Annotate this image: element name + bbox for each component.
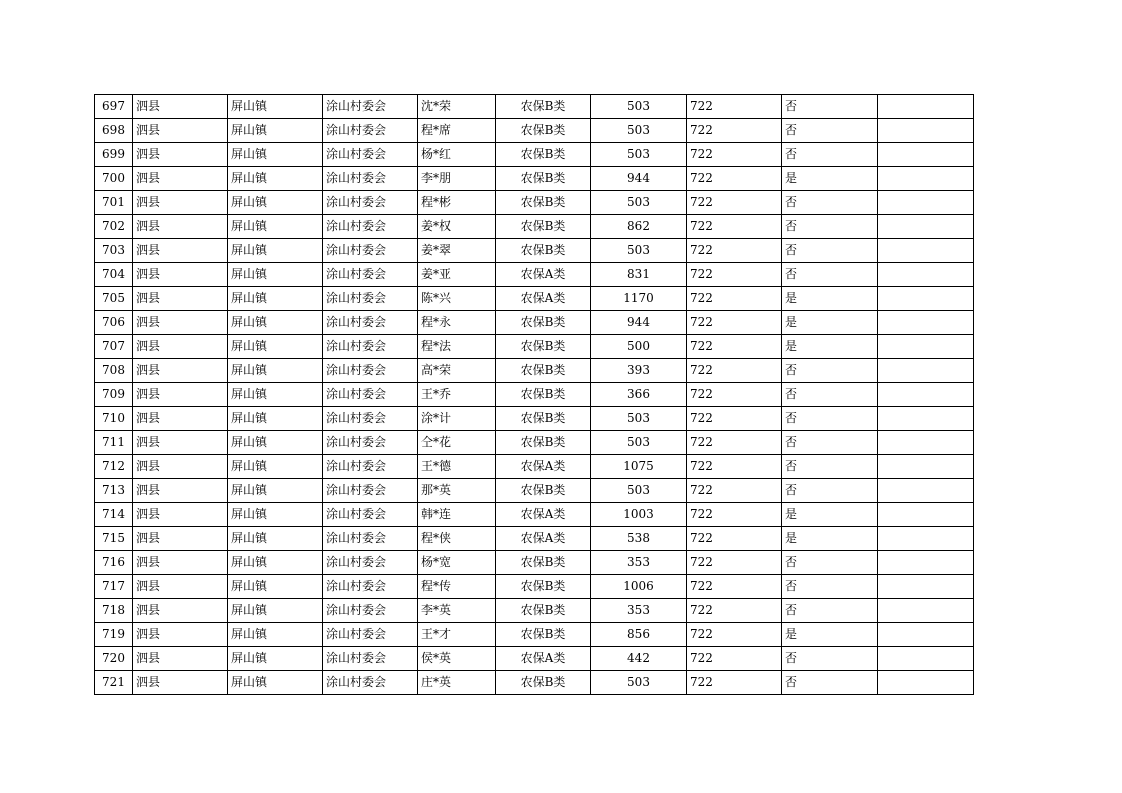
cell-id: 720 xyxy=(95,647,133,671)
cell-code: 722 xyxy=(687,599,782,623)
cell-code: 722 xyxy=(687,551,782,575)
cell-note xyxy=(878,263,974,287)
table-row xyxy=(95,263,974,287)
table-row xyxy=(95,671,974,695)
cell-note xyxy=(878,215,974,239)
cell-flag: 是 xyxy=(782,623,878,647)
cell-name: 涂*计 xyxy=(418,407,496,431)
cell-name: 王*乔 xyxy=(418,383,496,407)
cell-village: 涂山村委会 xyxy=(323,503,418,527)
cell-village: 涂山村委会 xyxy=(323,599,418,623)
cell-id: 721 xyxy=(95,671,133,695)
cell-category: 农保B类 xyxy=(496,311,591,335)
table-row xyxy=(95,239,974,263)
cell-amount: 944 xyxy=(591,311,687,335)
cell-county: 泗县 xyxy=(133,311,228,335)
cell-town: 屏山镇 xyxy=(228,599,323,623)
cell-note xyxy=(878,335,974,359)
cell-flag: 是 xyxy=(782,167,878,191)
cell-county: 泗县 xyxy=(133,359,228,383)
cell-code: 722 xyxy=(687,191,782,215)
cell-category: 农保A类 xyxy=(496,527,591,551)
cell-county: 泗县 xyxy=(133,167,228,191)
cell-name: 程*彬 xyxy=(418,191,496,215)
cell-category: 农保B类 xyxy=(496,143,591,167)
cell-category: 农保B类 xyxy=(496,335,591,359)
table-row xyxy=(95,215,974,239)
table-row xyxy=(95,431,974,455)
cell-name: 沈*荣 xyxy=(418,95,496,119)
cell-amount: 503 xyxy=(591,239,687,263)
cell-category: 农保A类 xyxy=(496,503,591,527)
cell-id: 707 xyxy=(95,335,133,359)
cell-name: 王*才 xyxy=(418,623,496,647)
cell-town: 屏山镇 xyxy=(228,263,323,287)
cell-amount: 442 xyxy=(591,647,687,671)
cell-note xyxy=(878,119,974,143)
cell-code: 722 xyxy=(687,575,782,599)
table-row xyxy=(95,119,974,143)
cell-category: 农保A类 xyxy=(496,455,591,479)
cell-name: 那*英 xyxy=(418,479,496,503)
table-row xyxy=(95,335,974,359)
cell-amount: 1006 xyxy=(591,575,687,599)
cell-flag: 是 xyxy=(782,503,878,527)
data-table-container xyxy=(94,94,974,695)
cell-note xyxy=(878,167,974,191)
cell-town: 屏山镇 xyxy=(228,671,323,695)
cell-category: 农保B类 xyxy=(496,671,591,695)
cell-flag: 否 xyxy=(782,383,878,407)
cell-note xyxy=(878,647,974,671)
cell-flag: 否 xyxy=(782,359,878,383)
cell-id: 701 xyxy=(95,191,133,215)
cell-amount: 393 xyxy=(591,359,687,383)
cell-flag: 否 xyxy=(782,215,878,239)
cell-note xyxy=(878,287,974,311)
table-row xyxy=(95,407,974,431)
cell-village: 涂山村委会 xyxy=(323,431,418,455)
cell-note xyxy=(878,599,974,623)
cell-amount: 503 xyxy=(591,119,687,143)
cell-village: 涂山村委会 xyxy=(323,239,418,263)
cell-village: 涂山村委会 xyxy=(323,119,418,143)
cell-note xyxy=(878,671,974,695)
cell-id: 717 xyxy=(95,575,133,599)
cell-category: 农保B类 xyxy=(496,215,591,239)
cell-id: 713 xyxy=(95,479,133,503)
cell-flag: 否 xyxy=(782,239,878,263)
cell-amount: 856 xyxy=(591,623,687,647)
cell-name: 姜*亚 xyxy=(418,263,496,287)
cell-amount: 1075 xyxy=(591,455,687,479)
cell-flag: 否 xyxy=(782,599,878,623)
cell-village: 涂山村委会 xyxy=(323,335,418,359)
cell-note xyxy=(878,239,974,263)
cell-code: 722 xyxy=(687,287,782,311)
cell-name: 庄*英 xyxy=(418,671,496,695)
cell-code: 722 xyxy=(687,167,782,191)
cell-town: 屏山镇 xyxy=(228,551,323,575)
cell-note xyxy=(878,623,974,647)
cell-flag: 否 xyxy=(782,143,878,167)
cell-county: 泗县 xyxy=(133,503,228,527)
cell-note xyxy=(878,431,974,455)
cell-code: 722 xyxy=(687,455,782,479)
cell-code: 722 xyxy=(687,311,782,335)
cell-code: 722 xyxy=(687,647,782,671)
cell-village: 涂山村委会 xyxy=(323,671,418,695)
cell-village: 涂山村委会 xyxy=(323,623,418,647)
cell-town: 屏山镇 xyxy=(228,575,323,599)
cell-name: 程*侠 xyxy=(418,527,496,551)
cell-note xyxy=(878,479,974,503)
cell-note xyxy=(878,383,974,407)
cell-town: 屏山镇 xyxy=(228,191,323,215)
cell-amount: 503 xyxy=(591,671,687,695)
cell-name: 杨*红 xyxy=(418,143,496,167)
cell-amount: 831 xyxy=(591,263,687,287)
cell-name: 高*荣 xyxy=(418,359,496,383)
table-body xyxy=(95,95,974,695)
cell-town: 屏山镇 xyxy=(228,167,323,191)
cell-flag: 否 xyxy=(782,647,878,671)
cell-name: 侯*英 xyxy=(418,647,496,671)
cell-code: 722 xyxy=(687,359,782,383)
cell-village: 涂山村委会 xyxy=(323,383,418,407)
cell-id: 714 xyxy=(95,503,133,527)
cell-flag: 是 xyxy=(782,287,878,311)
cell-code: 722 xyxy=(687,503,782,527)
table-row xyxy=(95,551,974,575)
cell-village: 涂山村委会 xyxy=(323,359,418,383)
cell-village: 涂山村委会 xyxy=(323,455,418,479)
cell-flag: 否 xyxy=(782,407,878,431)
cell-code: 722 xyxy=(687,407,782,431)
table-row xyxy=(95,311,974,335)
cell-village: 涂山村委会 xyxy=(323,215,418,239)
cell-id: 709 xyxy=(95,383,133,407)
cell-county: 泗县 xyxy=(133,551,228,575)
cell-code: 722 xyxy=(687,383,782,407)
cell-town: 屏山镇 xyxy=(228,239,323,263)
cell-village: 涂山村委会 xyxy=(323,95,418,119)
cell-id: 699 xyxy=(95,143,133,167)
cell-name: 姜*翠 xyxy=(418,239,496,263)
cell-flag: 是 xyxy=(782,311,878,335)
cell-town: 屏山镇 xyxy=(228,455,323,479)
cell-id: 697 xyxy=(95,95,133,119)
cell-village: 涂山村委会 xyxy=(323,479,418,503)
cell-amount: 503 xyxy=(591,407,687,431)
cell-id: 700 xyxy=(95,167,133,191)
cell-name: 王*德 xyxy=(418,455,496,479)
cell-note xyxy=(878,551,974,575)
cell-town: 屏山镇 xyxy=(228,311,323,335)
cell-village: 涂山村委会 xyxy=(323,263,418,287)
cell-flag: 否 xyxy=(782,575,878,599)
cell-flag: 否 xyxy=(782,95,878,119)
cell-amount: 862 xyxy=(591,215,687,239)
cell-note xyxy=(878,575,974,599)
cell-village: 涂山村委会 xyxy=(323,287,418,311)
cell-county: 泗县 xyxy=(133,527,228,551)
cell-county: 泗县 xyxy=(133,671,228,695)
cell-county: 泗县 xyxy=(133,479,228,503)
cell-amount: 538 xyxy=(591,527,687,551)
cell-county: 泗县 xyxy=(133,95,228,119)
cell-town: 屏山镇 xyxy=(228,479,323,503)
cell-category: 农保A类 xyxy=(496,263,591,287)
cell-county: 泗县 xyxy=(133,263,228,287)
cell-note xyxy=(878,359,974,383)
table-row xyxy=(95,575,974,599)
table-row xyxy=(95,191,974,215)
cell-flag: 否 xyxy=(782,455,878,479)
cell-flag: 否 xyxy=(782,551,878,575)
cell-village: 涂山村委会 xyxy=(323,647,418,671)
cell-town: 屏山镇 xyxy=(228,503,323,527)
cell-category: 农保B类 xyxy=(496,119,591,143)
cell-name: 李*朋 xyxy=(418,167,496,191)
cell-id: 705 xyxy=(95,287,133,311)
cell-amount: 503 xyxy=(591,191,687,215)
cell-amount: 944 xyxy=(591,167,687,191)
cell-name: 杨*宽 xyxy=(418,551,496,575)
cell-town: 屏山镇 xyxy=(228,119,323,143)
cell-category: 农保B类 xyxy=(496,575,591,599)
cell-name: 姜*权 xyxy=(418,215,496,239)
cell-county: 泗县 xyxy=(133,647,228,671)
cell-category: 农保B类 xyxy=(496,191,591,215)
table-row xyxy=(95,479,974,503)
cell-name: 仝*花 xyxy=(418,431,496,455)
cell-category: 农保B类 xyxy=(496,599,591,623)
cell-county: 泗县 xyxy=(133,335,228,359)
cell-category: 农保A类 xyxy=(496,647,591,671)
cell-code: 722 xyxy=(687,215,782,239)
cell-note xyxy=(878,95,974,119)
cell-id: 719 xyxy=(95,623,133,647)
cell-name: 韩*连 xyxy=(418,503,496,527)
cell-note xyxy=(878,143,974,167)
cell-county: 泗县 xyxy=(133,455,228,479)
table-row xyxy=(95,503,974,527)
cell-county: 泗县 xyxy=(133,143,228,167)
cell-flag: 是 xyxy=(782,335,878,359)
cell-code: 722 xyxy=(687,95,782,119)
cell-village: 涂山村委会 xyxy=(323,167,418,191)
table-row xyxy=(95,599,974,623)
cell-amount: 503 xyxy=(591,431,687,455)
cell-flag: 否 xyxy=(782,263,878,287)
cell-amount: 503 xyxy=(591,479,687,503)
cell-id: 710 xyxy=(95,407,133,431)
table-row xyxy=(95,455,974,479)
cell-town: 屏山镇 xyxy=(228,527,323,551)
cell-id: 715 xyxy=(95,527,133,551)
cell-village: 涂山村委会 xyxy=(323,143,418,167)
cell-name: 陈*兴 xyxy=(418,287,496,311)
cell-amount: 503 xyxy=(591,95,687,119)
cell-name: 程*席 xyxy=(418,119,496,143)
cell-county: 泗县 xyxy=(133,239,228,263)
cell-county: 泗县 xyxy=(133,215,228,239)
cell-county: 泗县 xyxy=(133,431,228,455)
cell-category: 农保B类 xyxy=(496,359,591,383)
data-table xyxy=(94,94,974,695)
cell-town: 屏山镇 xyxy=(228,335,323,359)
cell-code: 722 xyxy=(687,119,782,143)
cell-town: 屏山镇 xyxy=(228,623,323,647)
cell-amount: 366 xyxy=(591,383,687,407)
cell-flag: 否 xyxy=(782,191,878,215)
cell-id: 711 xyxy=(95,431,133,455)
cell-flag: 否 xyxy=(782,671,878,695)
cell-county: 泗县 xyxy=(133,287,228,311)
cell-category: 农保B类 xyxy=(496,551,591,575)
cell-code: 722 xyxy=(687,263,782,287)
cell-category: 农保B类 xyxy=(496,383,591,407)
cell-id: 702 xyxy=(95,215,133,239)
cell-note xyxy=(878,503,974,527)
cell-county: 泗县 xyxy=(133,407,228,431)
cell-id: 708 xyxy=(95,359,133,383)
cell-id: 706 xyxy=(95,311,133,335)
cell-category: 农保B类 xyxy=(496,167,591,191)
cell-code: 722 xyxy=(687,143,782,167)
cell-id: 712 xyxy=(95,455,133,479)
cell-town: 屏山镇 xyxy=(228,383,323,407)
cell-category: 农保B类 xyxy=(496,479,591,503)
cell-flag: 是 xyxy=(782,527,878,551)
cell-code: 722 xyxy=(687,479,782,503)
table-row xyxy=(95,527,974,551)
cell-town: 屏山镇 xyxy=(228,215,323,239)
cell-amount: 353 xyxy=(591,551,687,575)
cell-amount: 500 xyxy=(591,335,687,359)
table-row xyxy=(95,167,974,191)
cell-code: 722 xyxy=(687,431,782,455)
cell-county: 泗县 xyxy=(133,191,228,215)
cell-note xyxy=(878,311,974,335)
cell-category: 农保B类 xyxy=(496,407,591,431)
cell-county: 泗县 xyxy=(133,575,228,599)
cell-county: 泗县 xyxy=(133,119,228,143)
cell-code: 722 xyxy=(687,527,782,551)
cell-note xyxy=(878,455,974,479)
cell-code: 722 xyxy=(687,671,782,695)
cell-town: 屏山镇 xyxy=(228,431,323,455)
cell-county: 泗县 xyxy=(133,623,228,647)
cell-village: 涂山村委会 xyxy=(323,311,418,335)
cell-flag: 否 xyxy=(782,479,878,503)
cell-note xyxy=(878,191,974,215)
cell-flag: 否 xyxy=(782,119,878,143)
cell-id: 703 xyxy=(95,239,133,263)
cell-name: 李*英 xyxy=(418,599,496,623)
cell-category: 农保B类 xyxy=(496,431,591,455)
cell-name: 程*传 xyxy=(418,575,496,599)
cell-town: 屏山镇 xyxy=(228,647,323,671)
cell-village: 涂山村委会 xyxy=(323,551,418,575)
cell-village: 涂山村委会 xyxy=(323,191,418,215)
cell-code: 722 xyxy=(687,335,782,359)
cell-note xyxy=(878,527,974,551)
cell-amount: 353 xyxy=(591,599,687,623)
cell-village: 涂山村委会 xyxy=(323,407,418,431)
cell-id: 698 xyxy=(95,119,133,143)
table-row xyxy=(95,95,974,119)
cell-code: 722 xyxy=(687,623,782,647)
table-row xyxy=(95,287,974,311)
cell-amount: 1170 xyxy=(591,287,687,311)
table-row xyxy=(95,143,974,167)
cell-category: 农保B类 xyxy=(496,623,591,647)
cell-name: 程*法 xyxy=(418,335,496,359)
table-row xyxy=(95,623,974,647)
cell-flag: 否 xyxy=(782,431,878,455)
cell-amount: 503 xyxy=(591,143,687,167)
cell-category: 农保A类 xyxy=(496,287,591,311)
cell-id: 704 xyxy=(95,263,133,287)
cell-name: 程*永 xyxy=(418,311,496,335)
cell-note xyxy=(878,407,974,431)
cell-id: 716 xyxy=(95,551,133,575)
cell-town: 屏山镇 xyxy=(228,143,323,167)
cell-village: 涂山村委会 xyxy=(323,527,418,551)
cell-id: 718 xyxy=(95,599,133,623)
table-row xyxy=(95,383,974,407)
cell-county: 泗县 xyxy=(133,599,228,623)
cell-category: 农保B类 xyxy=(496,239,591,263)
table-row xyxy=(95,359,974,383)
cell-town: 屏山镇 xyxy=(228,95,323,119)
cell-town: 屏山镇 xyxy=(228,407,323,431)
cell-town: 屏山镇 xyxy=(228,359,323,383)
cell-county: 泗县 xyxy=(133,383,228,407)
cell-category: 农保B类 xyxy=(496,95,591,119)
cell-amount: 1003 xyxy=(591,503,687,527)
table-row xyxy=(95,647,974,671)
cell-town: 屏山镇 xyxy=(228,287,323,311)
cell-village: 涂山村委会 xyxy=(323,575,418,599)
cell-code: 722 xyxy=(687,239,782,263)
